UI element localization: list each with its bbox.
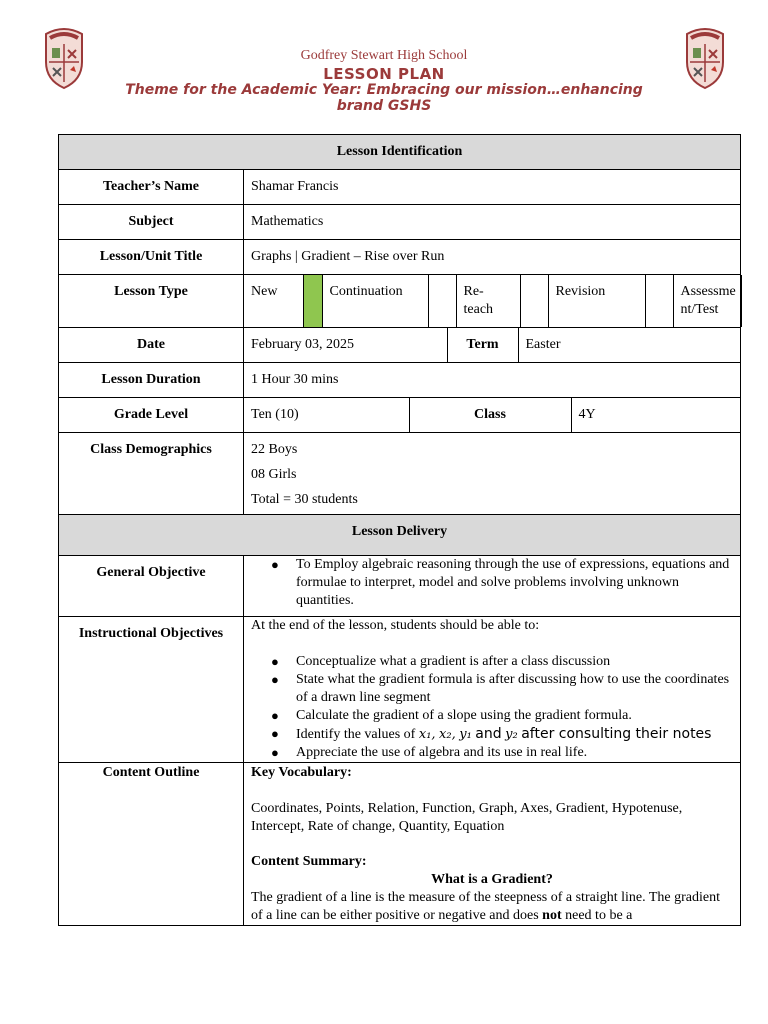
table-row: [59, 205, 741, 240]
general-objective-item: ● To Employ algebraic reasoning through the use of expressions, equations and formulae to interpret, model and solve problems involving unknown quantities.: [271, 556, 733, 610]
section-lesson-identification: Lesson Identification: [59, 135, 741, 170]
table-row: [59, 398, 741, 433]
type-continuation-checkbox[interactable]: [428, 275, 456, 327]
objective-item: ● Identify the values of x₁, x₂, y₁ and y₂ after consulting their notes: [271, 725, 733, 744]
table-row: [59, 515, 741, 556]
demographics-value: [244, 433, 741, 515]
demographics-boys: 22 Boys: [251, 442, 298, 457]
summary-heading: What is a Gradient?: [431, 872, 553, 887]
lesson-plan-table: [58, 134, 741, 926]
duration-label: Lesson Duration: [59, 363, 244, 398]
type-assessment-checkbox[interactable]: [741, 275, 768, 327]
instructional-intro: At the end of the lesson, students should be able to:: [251, 618, 540, 633]
lesson-type-options: [244, 275, 741, 328]
lesson-type-label: Lesson Type: [59, 275, 244, 328]
school-name: Godfrey Stewart High School: [300, 48, 468, 63]
demographics-total: Total = 30 students: [251, 492, 358, 507]
table-row: [59, 363, 741, 398]
table-row: [59, 433, 741, 515]
section-lesson-delivery: Lesson Delivery: [59, 515, 741, 556]
table-row: [59, 556, 741, 617]
type-revision-checkbox[interactable]: [645, 275, 673, 327]
title-label: Lesson/Unit Title: [59, 240, 244, 275]
table-row: [59, 328, 741, 363]
objective-item: ● Conceptualize what a gradient is after a class discussion: [271, 653, 733, 671]
term-label: Term: [447, 328, 518, 362]
objective-item: ● Calculate the gradient of a slope using the gradient formula.: [271, 707, 733, 725]
table-row: [59, 617, 741, 763]
type-reteach-checkbox[interactable]: [520, 275, 548, 327]
summary-text: The gradient of a line is the measure of the steepness of a straight line. The gradient of a line can be either positive or negative and does not need to be a: [251, 890, 720, 923]
content-outline-value: [244, 763, 741, 926]
objective-item: ● Appreciate the use of algebra and its use in real life.: [271, 744, 733, 762]
summary-title: Content Summary:: [251, 854, 367, 869]
table-row: [59, 763, 741, 926]
class-label: Class: [409, 398, 571, 432]
grade-value: Ten (10): [244, 398, 409, 432]
type-reteach-label: Re-teach: [456, 275, 520, 327]
table-row: [59, 240, 741, 275]
type-new-label: New: [244, 275, 303, 327]
demographics-girls: 08 Girls: [251, 467, 297, 482]
table-row: [59, 275, 741, 328]
term-value: Easter: [525, 337, 561, 352]
date-value: February 03, 2025: [244, 328, 447, 362]
teacher-label: Teacher’s Name: [59, 170, 244, 205]
class-value: 4Y: [578, 407, 596, 422]
instructional-objectives-value: [244, 617, 741, 763]
subject-label: Subject: [59, 205, 244, 240]
teacher-value: Shamar Francis: [244, 170, 741, 205]
vocab-list: Coordinates, Points, Relation, Function, Graph, Axes, Gradient, Hypotenuse, Intercept, Rate of change, Quantity, Equation: [251, 801, 683, 834]
instructional-objectives-label: Instructional Objectives: [59, 617, 244, 763]
subject-value: Mathematics: [244, 205, 741, 240]
type-assessment-label: Assessme nt/Test: [673, 275, 741, 327]
general-objective-label: General Objective: [59, 556, 244, 617]
date-label: Date: [59, 328, 244, 363]
table-row: [59, 135, 741, 170]
grade-label: Grade Level: [59, 398, 244, 433]
vocab-title: Key Vocabulary:: [251, 765, 352, 780]
title-value: Graphs | Gradient – Rise over Run: [244, 240, 741, 275]
general-objective-value: [244, 556, 741, 617]
demographics-label: Class Demographics: [59, 433, 244, 515]
type-new-checkbox[interactable]: [303, 275, 322, 327]
type-revision-label: Revision: [548, 275, 645, 327]
academic-theme: Theme for the Academic Year: Embracing our mission…enhancing brand GSHS: [125, 82, 643, 114]
duration-value: 1 Hour 30 mins: [244, 363, 741, 398]
objective-item: ● State what the gradient formula is after discussing how to use the coordinates of a drawn line segment: [271, 671, 733, 707]
table-row: [59, 170, 741, 205]
content-outline-label: Content Outline: [59, 763, 244, 926]
document-title: LESSON PLAN: [323, 65, 445, 83]
type-continuation-label: Continuation: [322, 275, 428, 327]
